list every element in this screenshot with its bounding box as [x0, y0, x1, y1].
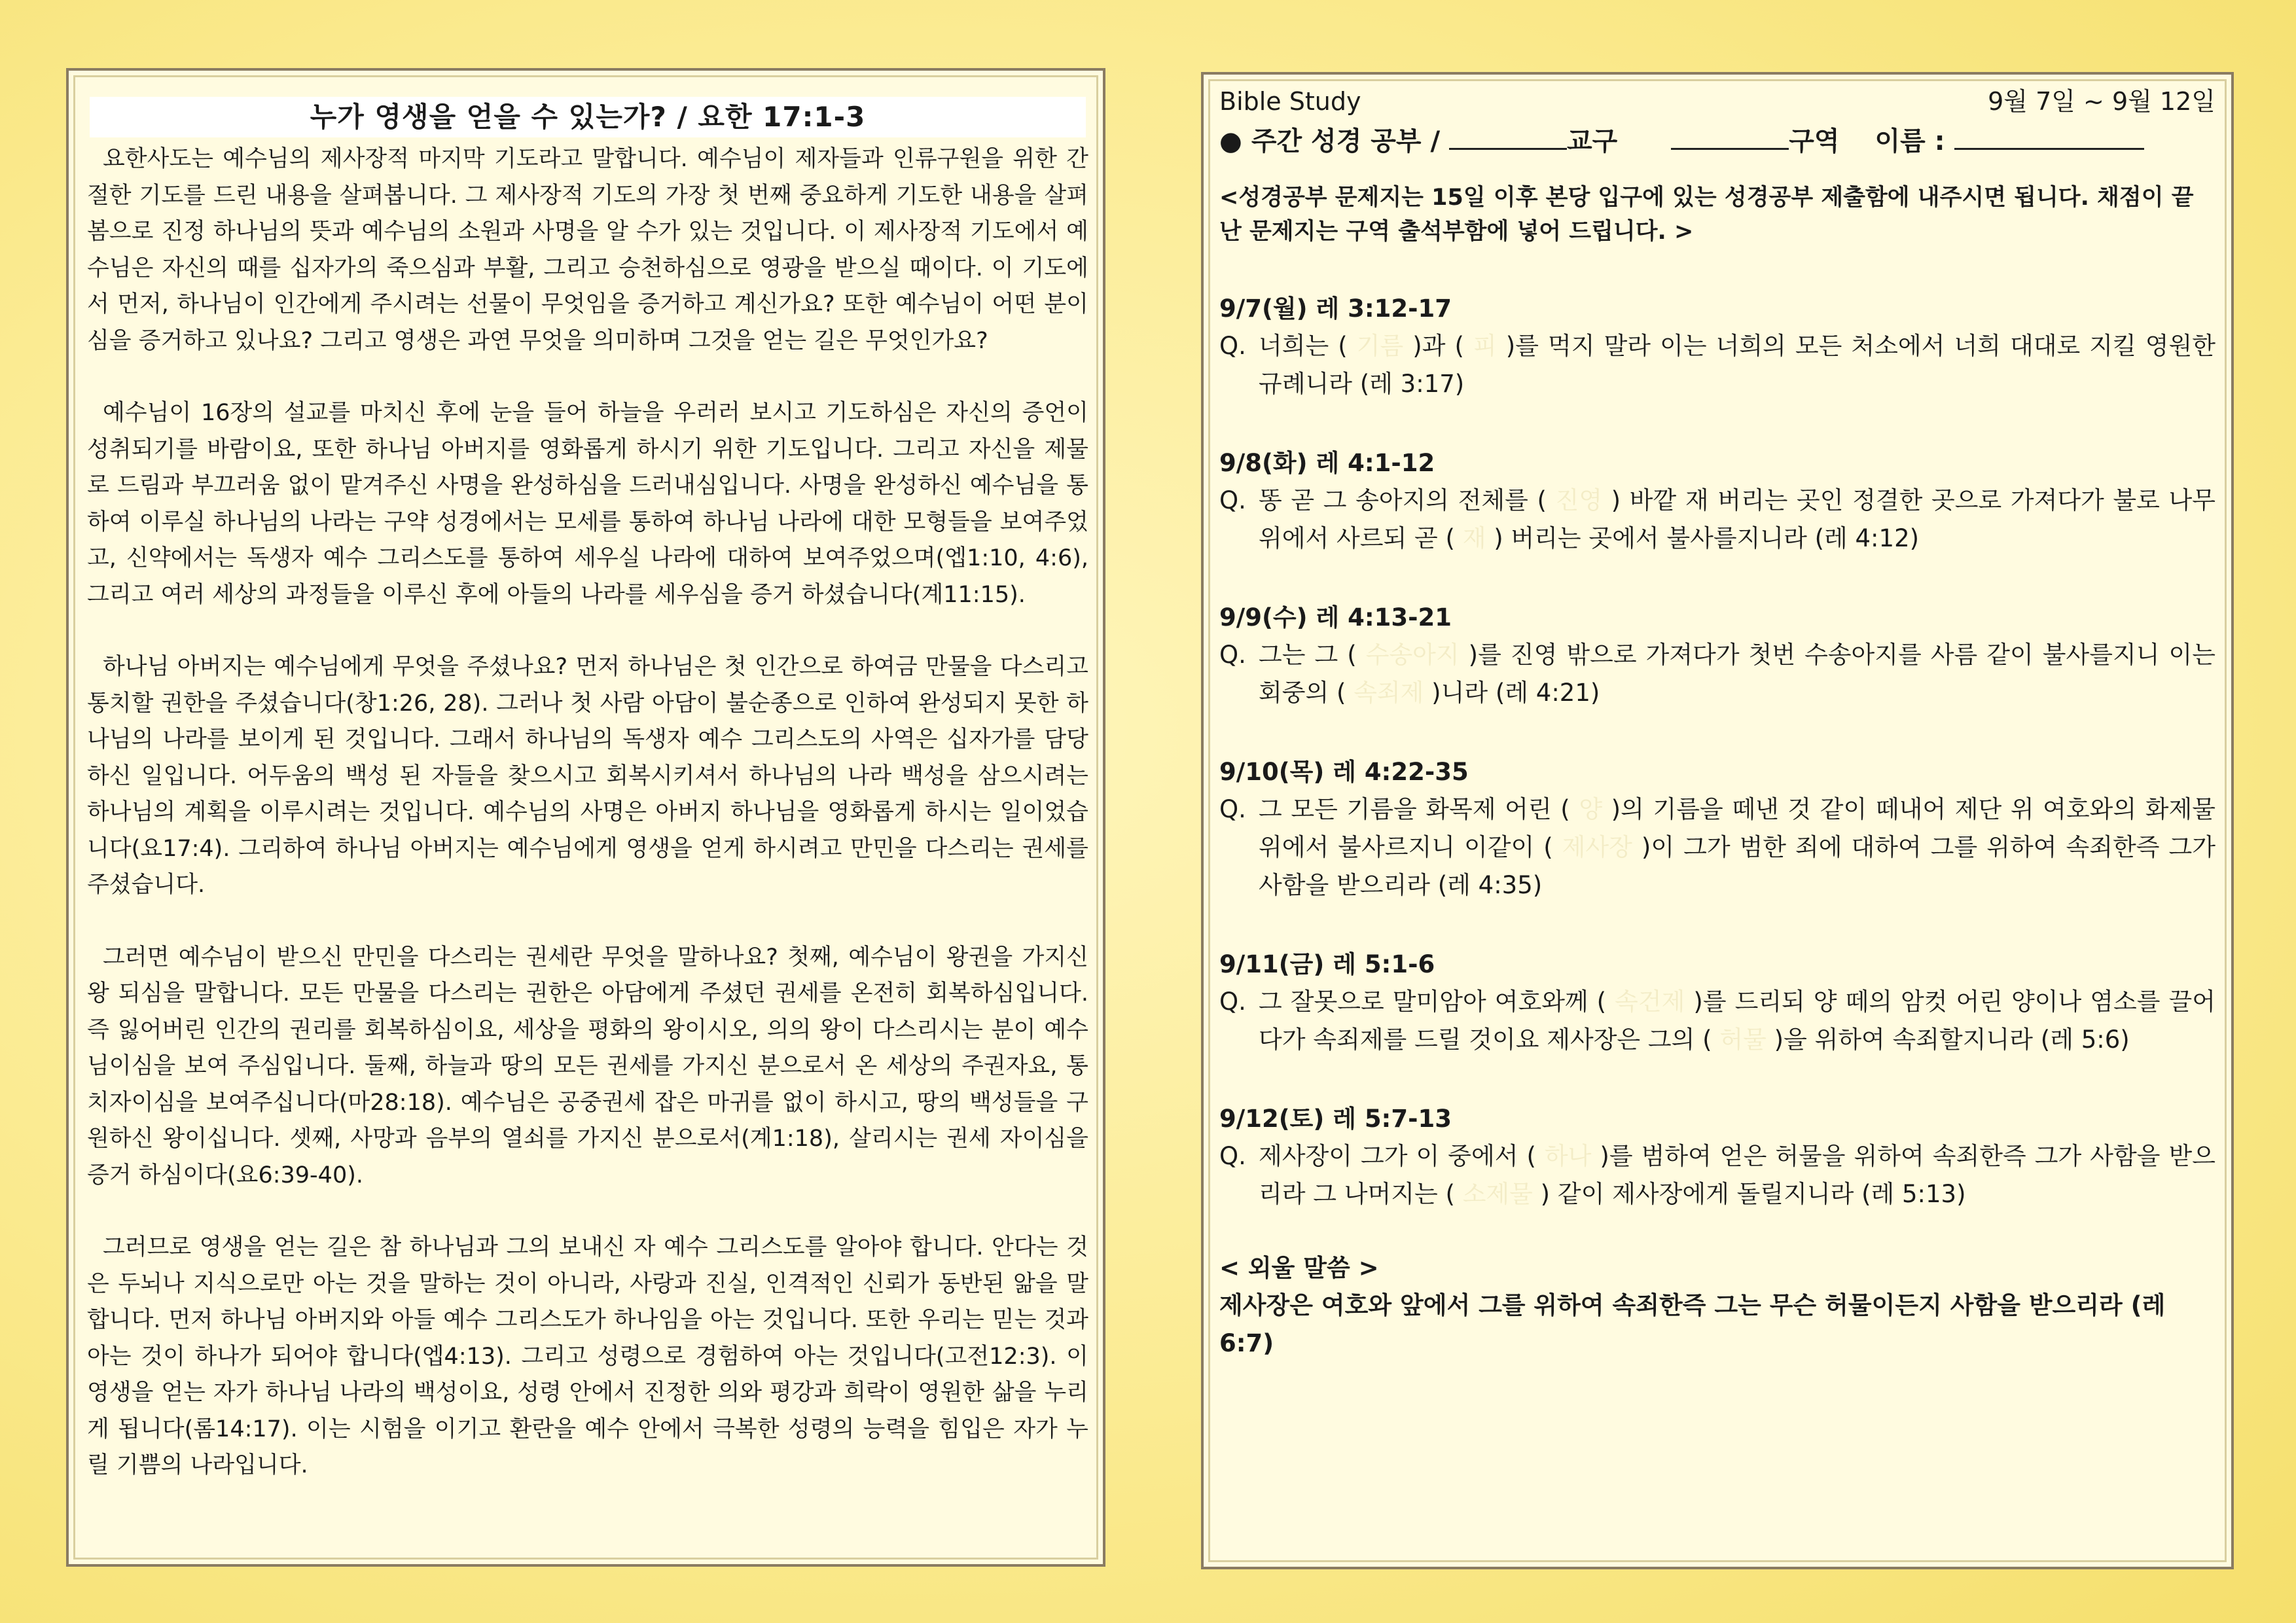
- day-title: 9/10(목) 레 4:22-35: [1219, 758, 1469, 786]
- question-text: [1259, 1137, 2215, 1213]
- question-mark: Q.: [1219, 641, 1246, 669]
- study-header: [1219, 85, 2215, 118]
- sermon-paragraph: 하나님 아버지는 예수님에게 무엇을 주셨나요? 먼저 하나님은 첫 인간으로 하여금 만물을 다스리고 통치할 권한을 주셨습니다(창1:26, 28). 그러나 첫 사람 아담이 불순종으로 인하여 완성되지 못한 하나님의 나라를 보이게 된 것입니다. 그래서 하나님의 독생자 예수 그리스도의 사역은 십자가를 담당하신 일입니다. 어두움의 백성 된 자들을 찾으시고 회복시키셔서 하나님의 나라 백성을 삼으시려는 하나님의 계획을 이루시려는 것입니다. 예수님의 사명은 아버지 하나님을 영화롭게 하시는 일이었습니다(요17:4). 그리하여 하나님 아버지는 예수님에게 영생을 얻게 하시려고 만민을 다스리는 권세를 주셨습니다.: [87, 654, 1088, 898]
- name-label: 이름 :: [1874, 126, 1945, 156]
- question-segment: 그는 그 (: [1259, 641, 1366, 669]
- question: [1219, 1137, 2215, 1213]
- sermon-title: 누가 영생을 얻을 수 있는가? / 요한 17:1-3: [90, 97, 1086, 137]
- question-segment: )니라 (레 4:21): [1424, 679, 1600, 707]
- question-segment: )를 먹지 말라 이는 너희의 모든 처소에서 너희 대대로 지킬 영원한 규례니라 (레 3:17): [1259, 332, 2216, 398]
- question-text: [1259, 983, 2215, 1059]
- answer-blank[interactable]: 제사장: [1562, 833, 1632, 861]
- sermon-paragraph: 요한사도는 예수님의 제사장적 마지막 기도라고 말합니다. 예수님이 제자들과 인류구원을 위한 간절한 기도를 드린 내용을 살펴봅니다. 그 제사장적 기도의 가장 첫 번째 중요하게 기도한 내용을 살펴봄으로 진정 하나님의 뜻과 예수님의 소원과 사명을 알 수가 있는 것입니다. 이 제사장적 기도에서 예수님은 자신의 때를 십자가의 죽으심과 부활, 그리고 승천하심으로 영광을 받으실 때이다. 이 기도에서 먼저, 하나님이 인간에게 주시려는 선물이 무엇임을 증거하고 계신가요? 또한 예수님이 어떤 분이심을 증거하고 있나요? 그리고 영생은 과연 무엇을 의미하며 그것을 얻는 길은 무엇인가요?: [87, 146, 1088, 354]
- question-segment: 그 모든 기름을 화목제 어린 (: [1259, 795, 1579, 823]
- answer-blank[interactable]: 재: [1462, 524, 1486, 552]
- question: [1219, 983, 2215, 1059]
- answer-blank[interactable]: 허물: [1719, 1026, 1767, 1054]
- daily-questions: [1219, 291, 2215, 1213]
- question-segment: ) 버리는 곳에서 불사를지니라 (레 4:12): [1486, 524, 1920, 552]
- question-mark: Q.: [1219, 988, 1246, 1016]
- answer-blank[interactable]: 진영: [1555, 486, 1603, 514]
- question-segment: )이 그가 범한 죄에 대하여 그를 위하여 속죄한즉 그가 사함을 받으리라 (레 4:35): [1259, 833, 2215, 899]
- sermon-paragraph: 그러면 예수님이 받으신 만민을 다스리는 권세란 무엇을 말하나요? 첫째, 예수님이 왕권을 가지신 왕 되심을 말합니다. 모든 만물을 다스리는 권한은 아담에게 주셨던 권세를 온전히 회복하심입니다. 즉 잃어버린 인간의 권리를 회복하심이요, 세상을 평화의 왕이시오, 의의 왕이 다스리시는 분이 예수님이심을 보여 주심입니다. 둘째, 하늘과 땅의 모든 권세를 가지신 분으로서 온 세상의 주권자요, 통치자이심을 보여주십니다(마28:18). 예수님은 공중권세 잡은 마귀를 없이 하시고, 땅의 백성들을 구원하신 왕이십니다. 셋째, 사망과 음부의 열쇠를 가지신 분으로서(계1:18), 살리시는 권세 자이심을 증거 하심이다(요6:39-40).: [87, 944, 1088, 1188]
- question: [1219, 791, 2215, 904]
- answer-blank[interactable]: 기름: [1356, 332, 1404, 360]
- question: [1219, 482, 2215, 558]
- answer-blank[interactable]: 속건제: [1615, 988, 1685, 1016]
- answer-blank[interactable]: 피: [1473, 332, 1497, 360]
- answer-blank[interactable]: 수송아지: [1365, 641, 1460, 669]
- answer-blank[interactable]: 소제물: [1462, 1180, 1533, 1208]
- area-blank[interactable]: [1671, 124, 1789, 150]
- question-segment: ) 바깥 재 버리는 곳인 정결한 곳으로 가져다가 불로 나무 위에서 사르되 곧 (: [1259, 486, 2216, 552]
- question-mark: Q.: [1219, 332, 1246, 360]
- sermon-paragraph: 예수님이 16장의 설교를 마치신 후에 눈을 들어 하늘을 우러러 보시고 기도하심은 자신의 증언이 성취되기를 바람이요, 또한 하나님 아버지를 영화롭게 하시기 위한 기도입니다. 그리고 자신을 제물로 드림과 부끄러움 없이 맡겨주신 사명을 완성하심을 드러내심입니다. 사명을 완성하신 예수님을 통하여 이루실 하나님의 나라는 구약 성경에서는 모세를 통하여 하나님 나라에 대한 모형들을 보여주었고, 신약에서는 독생자 예수 그리스도를 통하여 세우실 나라에 대하여 보여주었으며(엡1:10, 4:6), 그리고 여러 세상의 과정들을 이루신 후에 아들의 나라를 세우심을 증거 하셨습니다(계11:15).: [87, 400, 1088, 608]
- question-segment: 그 잘못으로 말미암아 여호와께 (: [1259, 988, 1615, 1016]
- question-text: [1259, 482, 2215, 558]
- study-heading: [1219, 122, 2215, 161]
- question-text: [1259, 791, 2215, 904]
- date-range: 9월 7일 ~ 9월 12일: [1988, 87, 2215, 116]
- question-segment: )을 위하여 속죄할지니라 (레 5:6): [1766, 1026, 2130, 1054]
- day-title: 9/8(화) 레 4:1-12: [1219, 449, 1435, 477]
- memory-verse-title: < 외울 말씀 >: [1219, 1254, 1379, 1282]
- question-segment: )과 (: [1403, 332, 1474, 360]
- question-segment: )를 진영 밖으로 가져다가 첫번 수송아지를 사름 같이 불사를지니 이는 회중의 (: [1259, 641, 2215, 707]
- question-segment: 제사장이 그가 이 중에서 (: [1259, 1142, 1545, 1170]
- question-mark: Q.: [1219, 486, 1246, 514]
- question: [1219, 636, 2215, 712]
- answer-blank[interactable]: 양: [1579, 795, 1603, 823]
- day-title: 9/7(월) 레 3:12-17: [1219, 294, 1452, 323]
- name-blank[interactable]: [1954, 124, 2144, 150]
- question-text: [1259, 636, 2215, 712]
- question-segment: )를 범하여 얻은 허물을 위하여 속죄한즉 그가 사함을 받으리라 그 나머지는 (: [1259, 1142, 2215, 1208]
- question-text: [1259, 327, 2215, 403]
- day-title: 9/9(수) 레 4:13-21: [1219, 603, 1452, 632]
- district-blank[interactable]: [1449, 124, 1567, 150]
- question-segment: )의 기름을 떼낸 것 같이 떼내어 제단 위 여호와의 화제물 위에서 불사르지니 이같이 (: [1259, 795, 2215, 861]
- question-segment: )를 드리되 양 떼의 암컷 어린 양이나 염소를 끌어다가 속죄제를 드릴 것이요 제사장은 그의 (: [1259, 988, 2215, 1054]
- bullet-icon: ●: [1219, 126, 1242, 156]
- question-segment: 똥 곧 그 송아지의 전체를 (: [1259, 486, 1556, 514]
- area-label: 구역: [1789, 126, 1840, 156]
- question: [1219, 327, 2215, 403]
- question-segment: ) 같이 제사장에게 돌릴지니라 (레 5:13): [1532, 1180, 1966, 1208]
- day-block: [1219, 445, 2215, 558]
- bible-study-label: Bible Study: [1219, 87, 1361, 116]
- bible-study-panel: [1201, 72, 2234, 1569]
- day-block: [1219, 599, 2215, 712]
- study-heading-label: 주간 성경 공부 /: [1251, 126, 1441, 156]
- memory-verse-text: 제사장은 여호와 앞에서 그를 위하여 속죄한즉 그는 무슨 허물이든지 사함을 받으리라 (레 6:7): [1219, 1291, 2166, 1357]
- day-block: [1219, 754, 2215, 904]
- question-mark: Q.: [1219, 1142, 1246, 1170]
- answer-blank[interactable]: 속죄제: [1354, 679, 1424, 707]
- day-block: [1219, 1101, 2215, 1213]
- submission-notice: <성경공부 문제지는 15일 이후 본당 입구에 있는 성경공부 제출함에 내주시면 됩니다. 채점이 끝난 문제지는 구역 출석부함에 넣어 드립니다. >: [1219, 185, 2194, 245]
- day-block: [1219, 291, 2215, 403]
- sermon-paragraph: 그러므로 영생을 얻는 길은 참 하나님과 그의 보내신 자 예수 그리스도를 알아야 합니다. 안다는 것은 두뇌나 지식으로만 아는 것을 말하는 것이 아니라, 사랑과 진실, 인격적인 신뢰가 동반된 앎을 말합니다. 먼저 하나님 아버지와 아들 예수 그리스도가 하나임을 아는 것입니다. 또한 우리는 믿는 것과 아는 것이 하나가 되어야 합니다(엡4:13). 그리고 성령으로 경험하여 아는 것입니다(고전12:3). 이 영생을 얻는 자가 하나님 나라의 백성이요, 성령 안에서 진정한 의와 평강과 희락이 영원한 삶을 누리게 됩니다(롬14:17). 이는 시험을 이기고 환란을 예수 안에서 극복한 성령의 능력을 힘입은 자가 누릴 기쁨의 나라입니다.: [87, 1234, 1088, 1478]
- day-title: 9/11(금) 레 5:1-6: [1219, 950, 1435, 978]
- day-title: 9/12(토) 레 5:7-13: [1219, 1105, 1452, 1133]
- question-segment: 너희는 (: [1259, 332, 1357, 360]
- sermon-panel: [66, 68, 1105, 1567]
- answer-blank[interactable]: 하나: [1544, 1142, 1592, 1170]
- day-block: [1219, 946, 2215, 1059]
- district-label: 교구: [1567, 126, 1618, 156]
- question-mark: Q.: [1219, 795, 1246, 823]
